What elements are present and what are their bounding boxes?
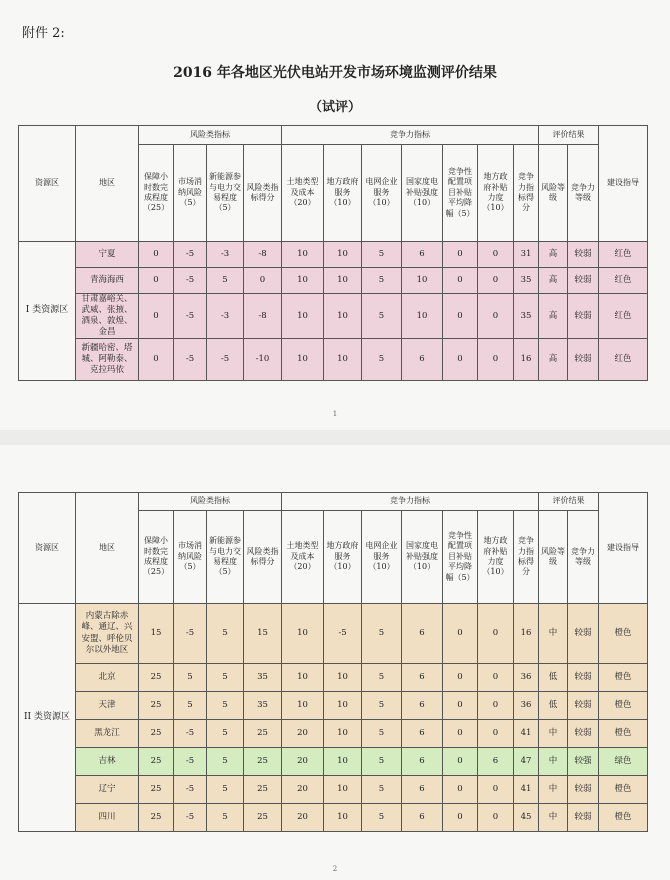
header-col-13: 竞争力等级 [568, 145, 599, 242]
value-cell: 5 [174, 692, 207, 720]
value-cell: 中 [539, 776, 568, 804]
value-cell: 35 [514, 268, 539, 294]
header-col-6: 地方政府服务（10） [324, 145, 362, 242]
value-cell: -5 [174, 242, 207, 268]
region-cell: 北京 [76, 664, 139, 692]
value-cell: 5 [207, 268, 244, 294]
value-cell: 10 [282, 664, 324, 692]
value-cell: 0 [478, 664, 514, 692]
value-cell: 5 [362, 242, 402, 268]
header-col-2: 市场消纳风险（5） [174, 145, 207, 242]
value-cell: -5 [174, 748, 207, 776]
region-cell: 四川 [76, 804, 139, 832]
region-cell: 青海海西 [76, 268, 139, 294]
value-cell: 0 [443, 692, 478, 720]
value-cell: -5 [174, 720, 207, 748]
header-col-5: 土地类型及成本（20） [282, 511, 324, 604]
value-cell: 36 [514, 692, 539, 720]
value-cell: 绿色 [599, 748, 648, 776]
value-cell: 5 [207, 748, 244, 776]
value-cell: 低 [539, 692, 568, 720]
region-cell: 黑龙江 [76, 720, 139, 748]
value-cell: 25 [139, 776, 174, 804]
value-cell: 低 [539, 664, 568, 692]
value-cell: 红色 [599, 339, 648, 381]
region-cell: 辽宁 [76, 776, 139, 804]
value-cell: 25 [244, 748, 282, 776]
value-cell: 0 [139, 242, 174, 268]
value-cell: 0 [478, 294, 514, 339]
header-evaluation-group: 评价结果 [539, 493, 599, 511]
value-cell: 6 [478, 748, 514, 776]
value-cell: 0 [478, 268, 514, 294]
value-cell: 20 [282, 748, 324, 776]
header-col-11: 竞争力指标得分 [514, 511, 539, 604]
value-cell: 中 [539, 720, 568, 748]
document-subtitle: （试评） [308, 100, 361, 115]
value-cell: -8 [244, 294, 282, 339]
results-table [18, 492, 648, 832]
value-cell: -10 [244, 339, 282, 381]
value-cell: 较弱 [568, 664, 599, 692]
value-cell: -5 [174, 294, 207, 339]
value-cell: 0 [443, 804, 478, 832]
value-cell: 5 [362, 804, 402, 832]
value-cell: 20 [282, 776, 324, 804]
value-cell: 25 [139, 804, 174, 832]
value-cell: 较弱 [568, 604, 599, 664]
value-cell: 6 [402, 748, 443, 776]
page-2 [0, 445, 670, 880]
value-cell: 0 [443, 664, 478, 692]
value-cell: 高 [539, 242, 568, 268]
value-cell: 10 [282, 692, 324, 720]
value-cell: 45 [514, 804, 539, 832]
value-cell: 5 [362, 748, 402, 776]
value-cell: 10 [324, 804, 362, 832]
value-cell: 10 [324, 748, 362, 776]
value-cell: -5 [174, 268, 207, 294]
value-cell: 5 [207, 776, 244, 804]
value-cell: 较弱 [568, 692, 599, 720]
value-cell: 0 [478, 604, 514, 664]
value-cell: 10 [402, 294, 443, 339]
resource-zone-cell: II 类资源区 [19, 604, 76, 832]
value-cell: 20 [282, 720, 324, 748]
value-cell: 橙色 [599, 604, 648, 664]
header-col-1: 保障小时数完成程度（25） [139, 511, 174, 604]
value-cell: 35 [244, 664, 282, 692]
value-cell: 较弱 [568, 242, 599, 268]
value-cell: 高 [539, 268, 568, 294]
value-cell: 橙色 [599, 692, 648, 720]
table-row [19, 692, 648, 720]
value-cell: 5 [362, 776, 402, 804]
header-col-3: 新能源参与电力交易程度（5） [207, 511, 244, 604]
region-cell: 内蒙古除赤峰、通辽、兴安盟、呼伦贝尔以外地区 [76, 604, 139, 664]
value-cell: 5 [362, 692, 402, 720]
value-cell: 25 [244, 804, 282, 832]
value-cell: 10 [324, 339, 362, 381]
value-cell: 红色 [599, 294, 648, 339]
value-cell: 0 [139, 268, 174, 294]
results-table [18, 125, 648, 381]
attachment-label: 附件 2: [22, 26, 65, 41]
value-cell: 0 [443, 776, 478, 804]
header-risk-group: 风险类指标 [139, 126, 282, 145]
value-cell: 16 [514, 604, 539, 664]
value-cell: 10 [402, 268, 443, 294]
value-cell: 6 [402, 692, 443, 720]
value-cell: 0 [139, 339, 174, 381]
value-cell: 6 [402, 664, 443, 692]
value-cell: 6 [402, 804, 443, 832]
value-cell: 47 [514, 748, 539, 776]
header-region: 地区 [76, 493, 139, 604]
value-cell: 10 [324, 692, 362, 720]
value-cell: 5 [362, 339, 402, 381]
value-cell: 25 [139, 748, 174, 776]
value-cell: 较强 [568, 748, 599, 776]
value-cell: 中 [539, 604, 568, 664]
header-col-13: 竞争力等级 [568, 511, 599, 604]
table-row [19, 604, 648, 664]
value-cell: 红色 [599, 242, 648, 268]
header-col-7: 电网企业服务（10） [362, 145, 402, 242]
value-cell: -5 [324, 604, 362, 664]
value-cell: 5 [207, 604, 244, 664]
value-cell: 0 [244, 268, 282, 294]
value-cell: 较弱 [568, 720, 599, 748]
value-cell: 较弱 [568, 339, 599, 381]
value-cell: 35 [514, 294, 539, 339]
value-cell: 25 [244, 776, 282, 804]
value-cell: 0 [443, 268, 478, 294]
header-col-12: 风险等级 [539, 145, 568, 242]
header-resource-zone: 资源区 [19, 493, 76, 604]
page-1 [0, 0, 670, 430]
header-col-8: 国家度电补贴强度（10） [402, 145, 443, 242]
region-cell: 天津 [76, 692, 139, 720]
value-cell: -5 [174, 339, 207, 381]
value-cell: 20 [282, 804, 324, 832]
value-cell: 10 [324, 664, 362, 692]
header-col-1: 保障小时数完成程度（25） [139, 145, 174, 242]
table-row [19, 294, 648, 339]
header-construction-guidance: 建设指导 [599, 126, 648, 242]
value-cell: 35 [244, 692, 282, 720]
value-cell: 10 [282, 294, 324, 339]
table-row [19, 268, 648, 294]
resource-zone-cell: I 类资源区 [19, 242, 76, 381]
header-competitiveness-group: 竞争力指标 [282, 493, 539, 511]
table-row [19, 748, 648, 776]
value-cell: 中 [539, 748, 568, 776]
value-cell: 橙色 [599, 804, 648, 832]
value-cell: 5 [207, 804, 244, 832]
value-cell: 0 [478, 242, 514, 268]
header-col-7: 电网企业服务（10） [362, 511, 402, 604]
value-cell: -5 [174, 804, 207, 832]
table-row [19, 720, 648, 748]
value-cell: 10 [282, 604, 324, 664]
value-cell: 31 [514, 242, 539, 268]
header-col-6: 地方政府服务（10） [324, 511, 362, 604]
value-cell: 41 [514, 776, 539, 804]
header-competitiveness-group: 竞争力指标 [282, 126, 539, 145]
value-cell: 高 [539, 294, 568, 339]
value-cell: 16 [514, 339, 539, 381]
value-cell: 橙色 [599, 776, 648, 804]
value-cell: -8 [244, 242, 282, 268]
value-cell: 0 [478, 339, 514, 381]
value-cell: 5 [362, 268, 402, 294]
value-cell: 5 [207, 692, 244, 720]
header-col-2: 市场消纳风险（5） [174, 511, 207, 604]
region-cell: 甘肃嘉峪关、武威、张掖、酒泉、敦煌、金昌 [76, 294, 139, 339]
value-cell: 10 [282, 242, 324, 268]
page-number: 1 [332, 410, 338, 418]
value-cell: 6 [402, 720, 443, 748]
value-cell: 较弱 [568, 776, 599, 804]
value-cell: 10 [282, 339, 324, 381]
table-row [19, 776, 648, 804]
value-cell: 0 [443, 720, 478, 748]
value-cell: 10 [324, 242, 362, 268]
value-cell: 25 [139, 692, 174, 720]
value-cell: 橙色 [599, 720, 648, 748]
value-cell: 6 [402, 604, 443, 664]
value-cell: 10 [324, 720, 362, 748]
value-cell: 6 [402, 776, 443, 804]
value-cell: 5 [207, 720, 244, 748]
value-cell: 5 [207, 664, 244, 692]
page-number: 2 [332, 865, 338, 873]
value-cell: 0 [443, 604, 478, 664]
value-cell: 0 [478, 776, 514, 804]
table-row [19, 804, 648, 832]
value-cell: 6 [402, 339, 443, 381]
value-cell: 5 [362, 604, 402, 664]
header-evaluation-group: 评价结果 [539, 126, 599, 145]
value-cell: 较弱 [568, 804, 599, 832]
table-row [19, 339, 648, 381]
header-region: 地区 [76, 126, 139, 242]
value-cell: 36 [514, 664, 539, 692]
header-construction-guidance: 建设指导 [599, 493, 648, 604]
value-cell: 15 [139, 604, 174, 664]
value-cell: 25 [244, 720, 282, 748]
value-cell: -5 [207, 339, 244, 381]
value-cell: 0 [443, 294, 478, 339]
value-cell: -5 [174, 604, 207, 664]
value-cell: -3 [207, 242, 244, 268]
value-cell: 5 [362, 294, 402, 339]
value-cell: 较弱 [568, 294, 599, 339]
header-col-5: 土地类型及成本（20） [282, 145, 324, 242]
value-cell: 较弱 [568, 268, 599, 294]
value-cell: 15 [244, 604, 282, 664]
header-col-8: 国家度电补贴强度（10） [402, 511, 443, 604]
value-cell: 0 [139, 294, 174, 339]
value-cell: 红色 [599, 268, 648, 294]
value-cell: 0 [478, 720, 514, 748]
value-cell: -5 [174, 776, 207, 804]
value-cell: -3 [207, 294, 244, 339]
value-cell: 0 [478, 804, 514, 832]
header-col-4: 风险类指标得分 [244, 145, 282, 242]
value-cell: 41 [514, 720, 539, 748]
header-col-10: 地方政府补贴力度（10） [478, 511, 514, 604]
region-cell: 新疆哈密、塔城、阿勒泰、克拉玛依 [76, 339, 139, 381]
region-cell: 宁夏 [76, 242, 139, 268]
value-cell: 0 [443, 339, 478, 381]
value-cell: 高 [539, 339, 568, 381]
value-cell: 5 [362, 720, 402, 748]
value-cell: 0 [443, 748, 478, 776]
value-cell: 6 [402, 242, 443, 268]
table-row [19, 242, 648, 268]
value-cell: 0 [478, 692, 514, 720]
header-col-12: 风险等级 [539, 511, 568, 604]
table-row [19, 664, 648, 692]
value-cell: 10 [324, 294, 362, 339]
header-col-10: 地方政府补贴力度（10） [478, 145, 514, 242]
header-col-9: 竞争性配置项目补贴平均降幅（5） [443, 145, 478, 242]
value-cell: 25 [139, 664, 174, 692]
value-cell: 10 [324, 268, 362, 294]
header-col-11: 竞争力指标得分 [514, 145, 539, 242]
value-cell: 5 [362, 664, 402, 692]
header-resource-zone: 资源区 [19, 126, 76, 242]
header-col-4: 风险类指标得分 [244, 511, 282, 604]
region-cell: 吉林 [76, 748, 139, 776]
value-cell: 橙色 [599, 664, 648, 692]
value-cell: 中 [539, 804, 568, 832]
header-risk-group: 风险类指标 [139, 493, 282, 511]
value-cell: 10 [282, 268, 324, 294]
value-cell: 10 [324, 776, 362, 804]
value-cell: 25 [139, 720, 174, 748]
header-col-3: 新能源参与电力交易程度（5） [207, 145, 244, 242]
value-cell: 0 [443, 242, 478, 268]
header-col-9: 竞争性配置项目补贴平均降幅（5） [443, 511, 478, 604]
document-title: 2016 年各地区光伏电站开发市场环境监测评价结果 [173, 65, 497, 81]
value-cell: 5 [174, 664, 207, 692]
